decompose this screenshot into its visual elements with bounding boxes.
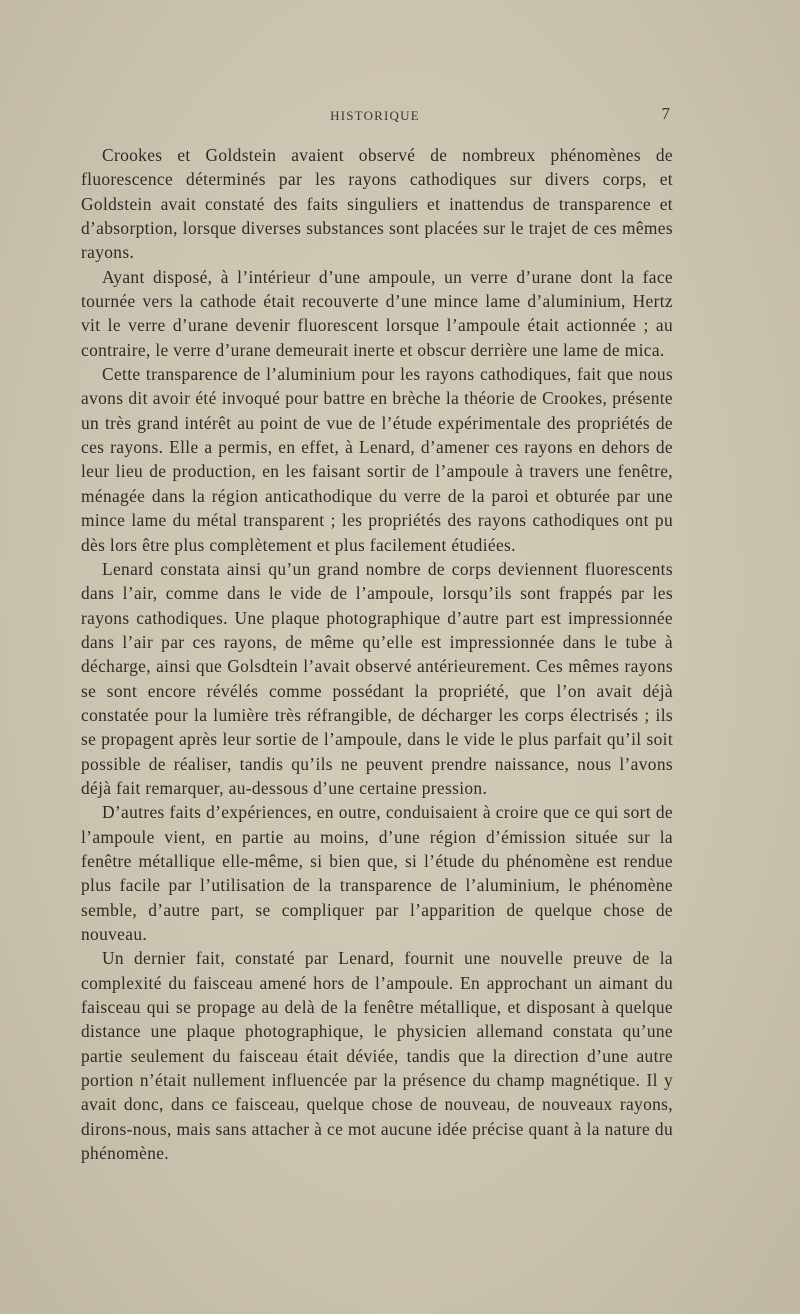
page-header	[80, 104, 670, 128]
running-title: HISTORIQUE	[330, 108, 420, 123]
paragraph: Crookes et Goldstein avaient observé de nombreux phénomènes de fluorescence déterminés par les rayons cathodiques sur divers corps, et Goldstein avait constaté des faits singuliers et inattendus de transparence et d’absorption, lorsque diverses substances sont placées sur le trajet de ces mêmes rayons.	[81, 145, 673, 263]
body-text	[81, 143, 673, 1165]
paragraph: Ayant disposé, à l’intérieur d’une ampoule, un verre d’urane dont la face tournée vers la cathode était recouverte d’une mince lame d’aluminium, Hertz vit le verre d’urane devenir fluorescent lorsque l’ampoule était actionnée ; au contraire, le verre d’urane demeurait inerte et obscur derrière une lame de mica.	[81, 266, 673, 360]
paragraph: Cette transparence de l’aluminium pour les rayons cathodiques, fait que nous avons dit avoir été invoqué pour battre en brèche la théorie de Crookes, présente un très grand intérêt au point de vue de l’étude expérimentale des propriétés de ces rayons. Elle a permis, en effet, à Lenard, d’amener ces rayons en dehors de leur lieu de production, en les faisant sortir de l’ampoule à travers une fenêtre, ménagée dans la région anticathodique du verre de la paroi et obturée par une mince lame du métal transparent ; les propriétés des rayons cathodiques ont pu dès lors être plus complètement et plus facilement étudiées.	[81, 364, 673, 555]
page-number: 7	[661, 104, 670, 123]
paragraph: Un dernier fait, constaté par Lenard, fournit une nouvelle preuve de la complexité du faisceau amené hors de l’ampoule. En approchant un aimant du faisceau qui se propage au delà de la fenêtre métallique, et disposant à quelque distance une plaque photographique, le physicien allemand constata qu’une partie seulement du faisceau était déviée, tandis que la direction d’une autre portion n’était nullement influencée par la présence du champ magnétique. Il y avait donc, dans ce faisceau, quelque chose de nouveau, de nouveaux rayons, dirons-nous, mais sans attacher à ce mot aucune idée précise quant à la nature du phénomène.	[81, 948, 673, 1164]
paragraph: Lenard constata ainsi qu’un grand nombre de corps deviennent fluorescents dans l’air, comme dans le vide de l’ampoule, lorsqu’ils sont frappés par les rayons cathodiques. Une plaque photographique d’autre part est impressionnée dans l’air par ces rayons, de même qu’elle est impressionnée dans le tube à décharge, ainsi que Golsdtein l’avait observé antérieurement. Ces mêmes rayons se sont encore révélés comme possédant la propriété, que l’on avait déjà constatée pour la lumière très réfrangible, de décharger les corps électrisés ; ils se propagent après leur sortie de l’ampoule, dans le vide le plus parfait qu’il soit possible de réaliser, tandis qu’ils ne peuvent prendre naissance, nous l’avons déjà fait remarquer, au-dessous d’une certaine pression.	[81, 558, 673, 798]
paragraph: D’autres faits d’expériences, en outre, conduisaient à croire que ce qui sort de l’ampoule vient, en partie au moins, d’une région d’émission située sur la fenêtre métallique elle-même, si bien que, si l’étude du phénomène est rendue plus facile par l’utilisation de la transparence de l’aluminium, le phénomène semble, d’autre part, se compliquer par l’apparition de quelque chose de nouveau.	[81, 802, 673, 944]
